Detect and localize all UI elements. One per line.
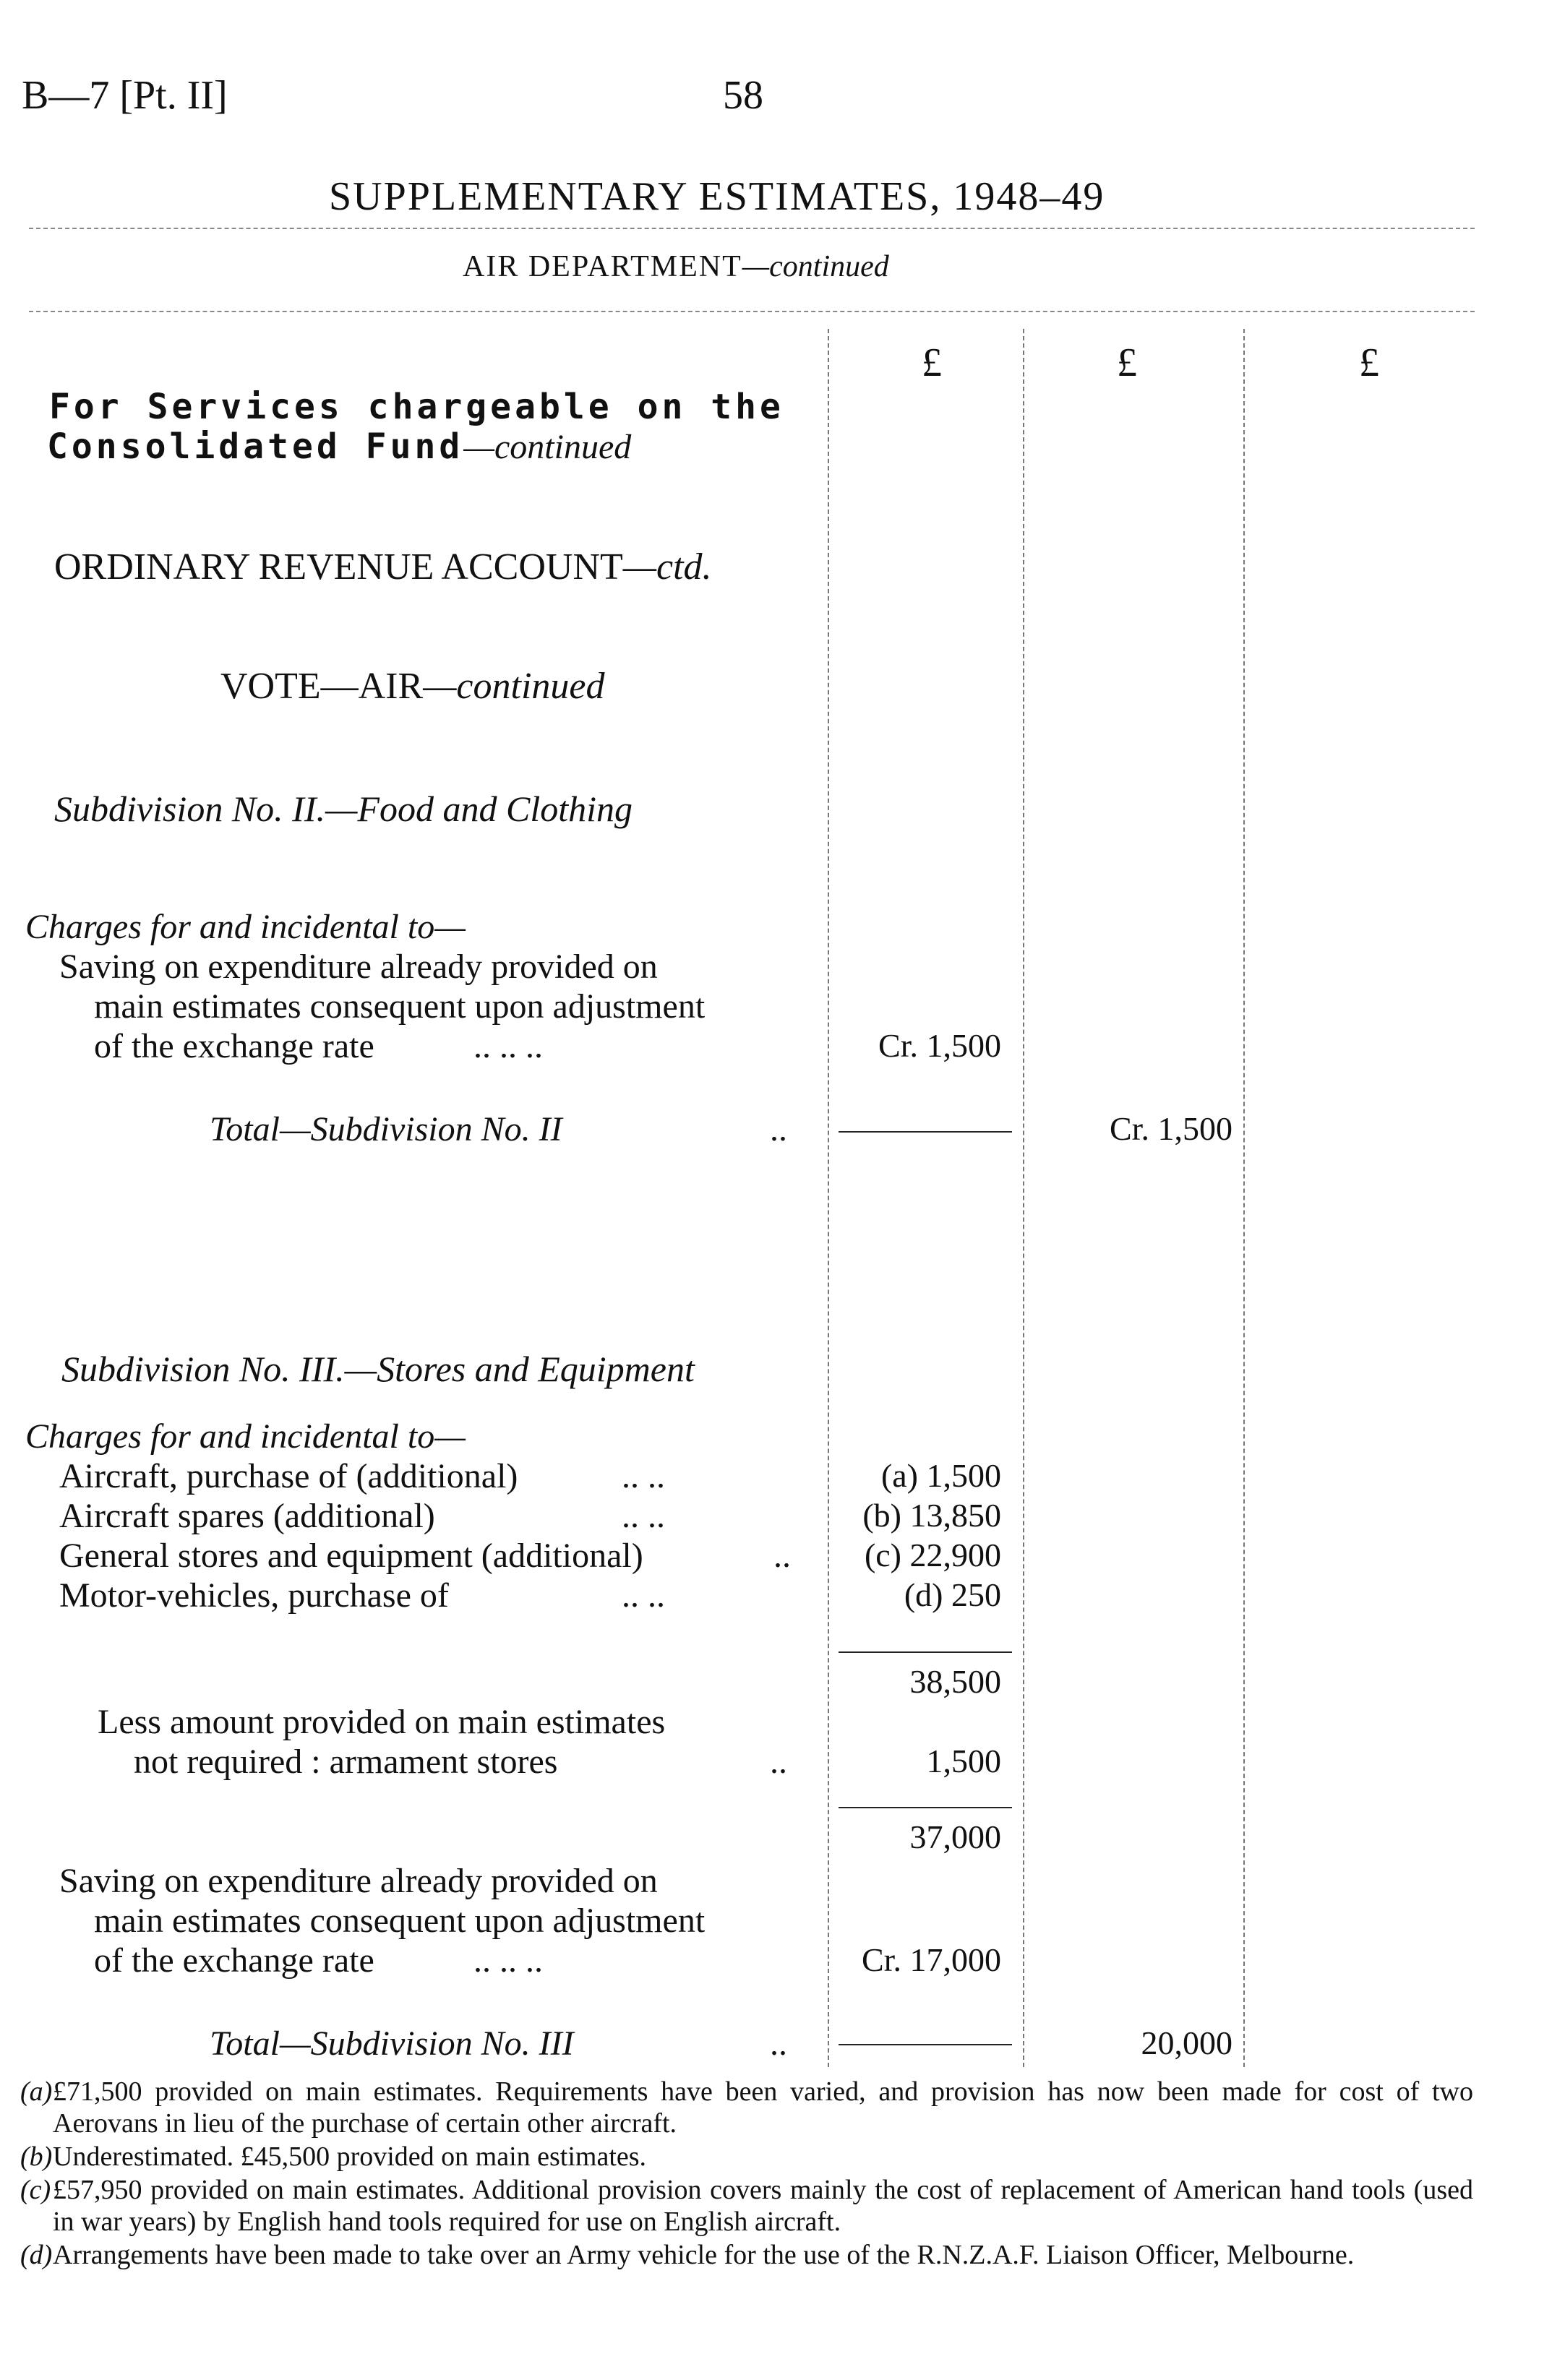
column-currency-1: £ xyxy=(922,340,942,385)
subtotal-rule-1 xyxy=(839,1651,1012,1653)
page-number: 58 xyxy=(723,73,763,118)
subdivision-3-item-label: General stores and equipment (additional) xyxy=(59,1537,643,1575)
footnotes xyxy=(20,2076,1473,2271)
column-divider-1 xyxy=(828,329,829,2067)
subdivision-2-title: Subdivision No. II.—Food and Clothing xyxy=(54,789,633,829)
footnote-a: (a) £71,500 provided on main estimates. Requirements have been varied, and provision has now been made for cost of two Aerovans in lieu of the purchase of certain other aircraft. xyxy=(20,2076,1473,2139)
subdivision-3-item-leaders: .. .. xyxy=(622,1497,665,1535)
subtotal-value-2: 37,000 xyxy=(909,1818,1001,1855)
services-heading-line2: Consolidated Fund—continued xyxy=(47,426,632,467)
subdivision-2-item-line1: Saving on expenditure already provided on xyxy=(59,948,658,986)
subdivision-3-item-label: Aircraft, purchase of (additional) xyxy=(59,1457,518,1495)
account-heading: ORDINARY REVENUE ACCOUNT—ctd. xyxy=(54,546,712,588)
less-amount-line2: not required : armament stores xyxy=(134,1743,558,1781)
subdivision-2-total-leaders: .. xyxy=(770,1110,787,1148)
subdivision-3-total-leaders: .. xyxy=(770,2024,787,2063)
subdivision-3-item-label: Aircraft spares (additional) xyxy=(59,1497,435,1535)
saving-value: Cr. 17,000 xyxy=(862,1941,1001,1978)
subdivision-2-item-line2: main estimates consequent upon adjustment xyxy=(94,987,706,1026)
subdivision-2-item-value: Cr. 1,500 xyxy=(878,1027,1001,1064)
saving-line3: of the exchange rate xyxy=(94,1941,374,1980)
document-code: B—7 [Pt. II] xyxy=(22,73,228,118)
subdivision-3-item-value: (b) 13,850 xyxy=(862,1497,1001,1534)
subdivision-3-item-leaders: .. .. xyxy=(622,1576,665,1615)
department-rule xyxy=(29,311,1475,312)
header-rule xyxy=(29,228,1475,229)
footnote-b: (b) Underestimated. £45,500 provided on main estimates. xyxy=(20,2141,647,2172)
subdivision-3-sum-rule xyxy=(839,2044,1012,2045)
subdivision-3-total-value: 20,000 xyxy=(1141,2024,1232,2061)
subdivision-2-item-leaders: .. .. .. xyxy=(473,1027,543,1065)
column-divider-2 xyxy=(1023,329,1024,2067)
column-currency-2: £ xyxy=(1117,340,1137,385)
subdivision-3-title: Subdivision No. III.—Stores and Equipment xyxy=(61,1349,695,1389)
subdivision-3-total-label: Total—Subdivision No. III xyxy=(210,2024,574,2063)
services-heading-line1: For Services chargeable on the xyxy=(49,387,784,427)
subdivision-2-item-line3: of the exchange rate xyxy=(94,1027,374,1065)
column-currency-3: £ xyxy=(1359,340,1379,385)
footnote-c: (c) £57,950 provided on main estimates. Additional provision covers mainly the cost of replacement of American hand tools (used in war years) by English hand tools required for use on English aircraft. xyxy=(20,2175,1473,2237)
footnote-d: (d) Arrangements have been made to take over an Army vehicle for the use of the R.N.Z.A.F. Liaison Officer, Melbourne. xyxy=(20,2240,1355,2270)
subdivision-3-item-value: (c) 22,900 xyxy=(864,1537,1001,1573)
saving-leaders: .. .. .. xyxy=(473,1941,543,1980)
subdivision-3-charges: Charges for and incidental to— xyxy=(25,1417,466,1456)
saving-line1: Saving on expenditure already provided on xyxy=(59,1862,658,1900)
page-title: SUPPLEMENTARY ESTIMATES, 1948–49 xyxy=(329,174,1105,219)
less-amount-line1: Less amount provided on main estimates xyxy=(98,1703,666,1741)
subdivision-3-item-leaders: .. xyxy=(773,1537,791,1575)
department-title: AIR DEPARTMENT—continued xyxy=(463,250,889,283)
subdivision-3-item-label: Motor-vehicles, purchase of xyxy=(59,1576,449,1615)
subdivision-2-sum-rule xyxy=(839,1131,1012,1133)
subdivision-2-total-value: Cr. 1,500 xyxy=(1110,1110,1232,1147)
saving-line2: main estimates consequent upon adjustment xyxy=(94,1902,706,1940)
vote-heading: VOTE—AIR—continued xyxy=(220,666,605,707)
less-amount-leaders: .. xyxy=(770,1743,787,1781)
column-divider-3 xyxy=(1243,329,1245,2067)
subdivision-3-item-leaders: .. .. xyxy=(622,1457,665,1495)
subtotal-value-1: 38,500 xyxy=(909,1663,1001,1700)
less-amount-value: 1,500 xyxy=(926,1743,1001,1779)
subdivision-2-charges: Charges for and incidental to— xyxy=(25,908,466,946)
subdivision-3-item-value: (d) 250 xyxy=(904,1576,1001,1613)
subtotal-rule-2 xyxy=(839,1807,1012,1808)
subdivision-2-total-label: Total—Subdivision No. II xyxy=(210,1110,562,1148)
subdivision-3-item-value: (a) 1,500 xyxy=(880,1457,1001,1494)
